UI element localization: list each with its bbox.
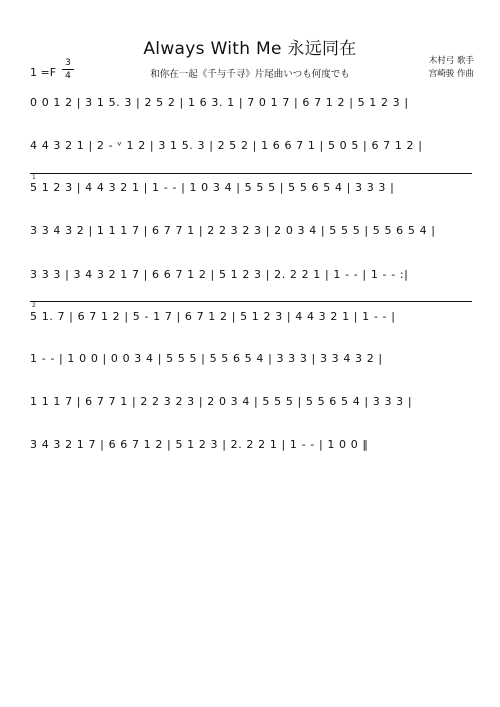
volta-number-1: 1: [32, 174, 36, 181]
time-signature-bottom: 4: [65, 71, 71, 81]
credits: [429, 55, 474, 81]
lyricist-credit: 木村弓 歌手: [428, 56, 474, 66]
key-signature: 1 =F: [30, 66, 57, 79]
score-line-4: 3 3 4 3 2 | 1 1 1 7 | 6 7 7 1 | 2 2 3 2 3 | 2 0 3 4 | 5 5 5 | 5 5 6 5 4 |: [30, 224, 436, 237]
volta-number-2: 2: [32, 302, 36, 309]
volta-rule-2: [30, 301, 472, 302]
song-title: Always With Me 永远同在: [143, 39, 357, 59]
score-line-7: 1 - - | 1 0 0 | 0 0 3 4 | 5 5 5 | 5 5 6 5 4 | 3 3 3 | 3 3 4 3 2 |: [30, 352, 383, 365]
volta-rule-1: [30, 173, 472, 174]
composer-credit: 宫崎骏 作曲: [428, 69, 474, 79]
song-subtitle: 和你在一起《千与千寻》片尾曲いつも何度でも: [150, 69, 350, 80]
score-line-8: 1 1 1 7 | 6 7 7 1 | 2 2 3 2 3 | 2 0 3 4 | 5 5 5 | 5 5 6 5 4 | 3 3 3 |: [30, 395, 413, 408]
score-line-1: 0 0 1 2 | 3 1 5. 3 | 2 5 2 | 1 6 3. 1 | 7 0 1 7 | 6 7 1 2 | 5 1 2 3 |: [30, 96, 409, 109]
score-line-9: 3 4 3 2 1 7 | 6 6 7 1 2 | 5 1 2 3 | 2. 2 2 1 | 1 - - | 1 0 0 ‖: [30, 438, 369, 451]
score-line-5: 3 3 3 | 3 4 3 2 1 7 | 6 6 7 1 2 | 5 1 2 3 | 2. 2 2 1 | 1 - - | 1 - - :|: [30, 268, 409, 281]
time-signature-top: 3: [65, 58, 71, 68]
score-line-2: 4 4 3 2 1 | 2 - ᵛ 1 2 | 3 1 5. 3 | 2 5 2 | 1 6 6 7 1 | 5 0 5 | 6 7 1 2 |: [30, 139, 423, 152]
score-line-6: 5 1. 7 | 6 7 1 2 | 5 - 1 7 | 6 7 1 2 | 5 1 2 3 | 4 4 3 2 1 | 1 - - |: [30, 310, 396, 323]
score-line-3: 5 1 2 3 | 4 4 3 2 1 | 1 - - | 1 0 3 4 | 5 5 5 | 5 5 6 5 4 | 3 3 3 |: [30, 181, 395, 194]
